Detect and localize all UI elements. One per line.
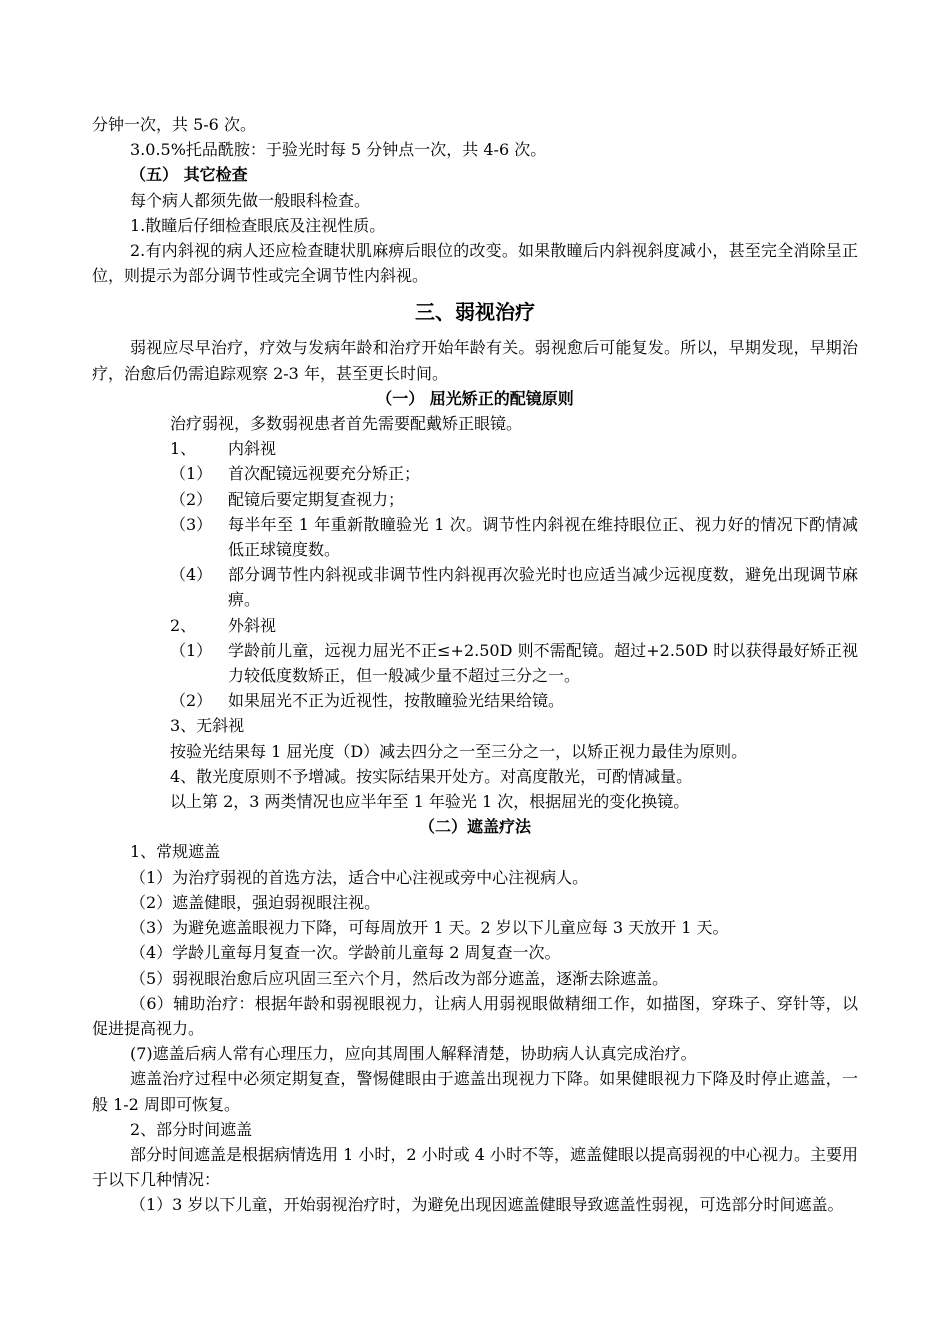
section-heading-other-exams: （五） 其它检查 <box>130 165 248 185</box>
list-item: （4）学龄儿童每月复查一次。学龄前儿童每 2 周复查一次。 <box>130 943 561 963</box>
subsection-title: （二）遮盖疗法 <box>418 817 531 837</box>
list-heading: 3、无斜视 <box>170 716 245 736</box>
list-item: （3）为避免遮盖眼视力下降，可每周放开 1 天。2 岁以下儿童应每 3 天放开 1 天。 <box>130 918 729 938</box>
list-item: （5）弱视眼治愈后应巩固三至六个月，然后改为部分遮盖，逐渐去除遮盖。 <box>130 968 669 988</box>
text-line: 3.0.5%托品酰胺：于验光时每 5 分钟点一次，共 4-6 次。 <box>130 140 547 160</box>
text-line: 以上第 2，3 两类情况也应半年至 1 年验光 1 次，根据屈光的变化换镜。 <box>170 792 690 812</box>
text-line: 4、散光度原则不予增减。按实际结果开处方。对高度散光，可酌情减量。 <box>170 766 693 786</box>
list-heading: 1、常规遮盖 <box>130 842 221 862</box>
list-item: （1） 首次配镜远视要充分矫正； <box>170 464 421 484</box>
list-item: （2） 配镜后要定期复查视力； <box>170 489 405 509</box>
text-line: 分钟一次，共 5-6 次。 <box>92 115 256 134</box>
list-heading: 1、 内斜视 <box>170 439 277 459</box>
list-item: （1）为治疗弱视的首选方法，适合中心注视或旁中心注视病人。 <box>130 867 589 887</box>
text-line: 按验光结果每 1 屈光度（D）减去四分之一至三分之一，以矫正视力最佳为原则。 <box>170 741 748 761</box>
list-item: （3） 每半年至 1 年重新散瞳验光 1 次。调节性内斜视在维持眼位正、视力好的情况下酌情减低正球镜度数。 <box>170 514 858 560</box>
list-item: （1）3 岁以下儿童，开始弱视治疗时，为避免出现因遮盖健眼导致遮盖性弱视，可选部分时间遮盖。 <box>130 1195 844 1215</box>
list-item: （2） 如果屈光不正为近视性，按散瞳验光结果给镜。 <box>170 691 565 711</box>
list-heading: 2、 外斜视 <box>170 615 277 635</box>
subsection-title: （一） 屈光矫正的配镜原则 <box>376 388 574 408</box>
section-title: 三、弱视治疗 <box>415 300 535 325</box>
list-item: （4） 部分调节性内斜视或非调节性内斜视再次验光时也应适当减少远视度数，避免出现调节麻痹。 <box>170 565 858 610</box>
list-item: （6）辅助治疗：根据年龄和弱视眼视力，让病人用弱视眼做精细工作，如描图，穿珠子、穿针等，以促进提高视力。 <box>92 993 858 1038</box>
list-item: (7)遮盖后病人常有心理压力，应向其周围人解释清楚，协助病人认真完成治疗。 <box>130 1044 697 1064</box>
list-heading: 2、部分时间遮盖 <box>130 1119 253 1139</box>
paragraph: 遮盖治疗过程中必须定期复查，警惕健眼由于遮盖出现视力下降。如果健眼视力下降及时停止遮盖，一般 1-2 周即可恢复。 <box>92 1069 858 1114</box>
text-line: 1.散瞳后仔细检查眼底及注视性质。 <box>130 215 386 235</box>
list-item: （1） 学龄前儿童，远视力屈光不正≤+2.50D 则不需配镜。超过+2.50D 时以获得最好矫正视力较低度数矫正，但一般减少量不超过三分之一。 <box>170 640 858 686</box>
text-line: 治疗弱视，多数弱视患者首先需要配戴矫正眼镜。 <box>170 414 523 434</box>
paragraph: 2.有内斜视的病人还应检查睫状肌麻痹后眼位的改变。如果散瞳后内斜视斜度减小，甚至完全消除呈正位，则提示为部分调节性或完全调节性内斜视。 <box>92 241 858 286</box>
paragraph: 弱视应尽早治疗，疗效与发病年龄和治疗开始年龄有关。弱视愈后可能复发。所以，早期发现，早期治疗，治愈后仍需追踪观察 2-3 年，甚至更长时间。 <box>92 338 858 383</box>
list-item: （2）遮盖健眼，强迫弱视眼注视。 <box>130 892 381 912</box>
paragraph: 部分时间遮盖是根据病情选用 1 小时，2 小时或 4 小时不等，遮盖健眼以提高弱视的中心视力。主要用于以下几种情况： <box>92 1144 858 1190</box>
text-line: 每个病人都须先做一般眼科检查。 <box>130 190 371 210</box>
